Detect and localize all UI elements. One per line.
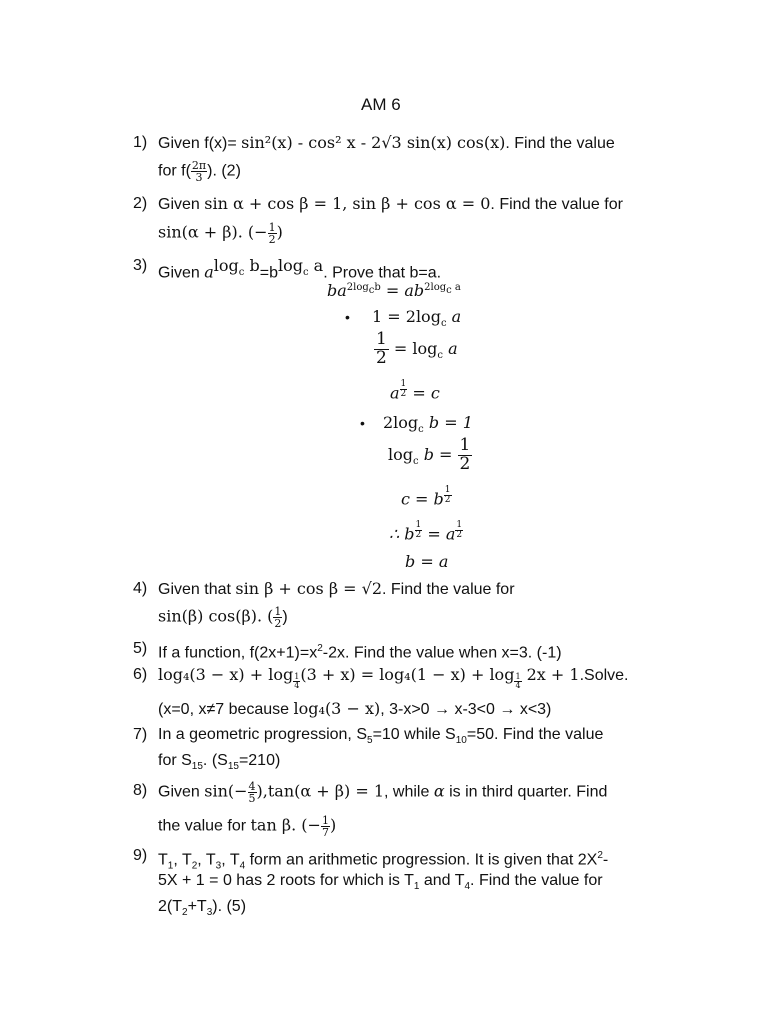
proof-bullet-2: • [360, 415, 365, 431]
proof-equation-7: c = b $^{\frac{1}{2}}$ [401, 485, 451, 509]
question-1-line-2: for f( $\frac{2\pi}{3}$ ). (2) [158, 159, 241, 184]
proof-equation-6: $\log_c b$ = $\frac{1}{2}$ [388, 435, 471, 474]
question-9-line-2: 5X + 1 = 0 has 2 roots for which is $T_1$ and $T_4$. Find the value for [158, 872, 603, 893]
question-2-line-2: sin(α + β). (− $\frac{1}{2}$ ) [158, 221, 283, 246]
proof-bullet-1: • [345, 309, 350, 325]
question-9-line-3: $2(T_2+T_3)$. (5) [158, 898, 247, 919]
question-4-line-2: sin(β) cos(β). ( $\frac{1}{2}$ ) [158, 605, 288, 630]
question-number-8: 8) [133, 782, 148, 799]
question-number-2: 2) [133, 195, 148, 212]
proof-equation-1: $ba^{2log_cb} = ab^{2log_c a}$ [327, 281, 461, 300]
question-7-line-1: In a geometric progression, $S_5=10$ while $S_{10}=50$. Find the value [158, 726, 604, 747]
question-number-9: 9) [133, 847, 148, 864]
question-number-7: 7) [133, 726, 148, 743]
question-5-line-1: If a function, $f(2x+1)=x^2-2x$. Find the value when x=3. (-1) [158, 643, 562, 662]
proof-equation-2: $1 = 2\log_c$ a [372, 307, 462, 330]
question-8-line-1: Given sin(− $\frac{4}{5}$ ),tan(α + β) = 1, while α is in third quarter. Find [158, 780, 608, 805]
question-6-line-1: log₄(3 − x) + log $_{\frac{1}{4}}$ (3 + x) = log₄(1 − x) + log $_{\frac{1}{4}}$ 2x + 1.Solve. [158, 665, 629, 691]
question-number-3: 3) [133, 257, 148, 274]
question-number-4: 4) [133, 580, 148, 597]
question-8-line-2: the value for tan β. (− $\frac{1}{7}$ ) [158, 814, 337, 839]
proof-equation-5: $2\log_c$ b = 1 [383, 413, 473, 436]
question-number-6: 6) [133, 666, 148, 683]
question-2-line-1: Given sin α + cos β = 1, sin β + cos α = 0. Find the value for [158, 194, 623, 213]
question-1-line-1: Given f(x)= sin²(x) - cos² x - 2√3 sin(x) cos(x). Find the value [158, 133, 615, 152]
question-7-line-2: for $S_{15}$. $(S_{15}=210)$ [158, 752, 281, 773]
proof-equation-4: a $^{\frac{1}{2}}$ = c [390, 379, 440, 403]
question-6-line-2: (x=0, x≠7 because log₄(3 − x), 3-x>0 → x-3<0 → x<3) [158, 699, 552, 718]
page-title: AM 6 [361, 95, 401, 114]
question-4-line-1: Given that sin β + cos β = √2. Find the value for [158, 579, 515, 598]
question-number-5: 5) [133, 640, 148, 657]
question-9-line-1: $T_1$, $T_2$, $T_3$, $T_4$ form an arithmetic progression. It is given that $2X^2-$ [158, 850, 609, 872]
question-number-1: 1) [133, 134, 148, 151]
proof-equation-8: ∴ b $^{\frac{1}{2}}$ = a $^{\frac{1}{2}}$ [389, 520, 463, 544]
question-3-line-1: Given $a^{log_c b}=b^{log_c a}$. Prove that b=a. [158, 256, 442, 282]
proof-equation-3: $\frac{1}{2}$ = $\log_c a$ [376, 329, 458, 368]
proof-equation-9: b = a [405, 552, 449, 571]
